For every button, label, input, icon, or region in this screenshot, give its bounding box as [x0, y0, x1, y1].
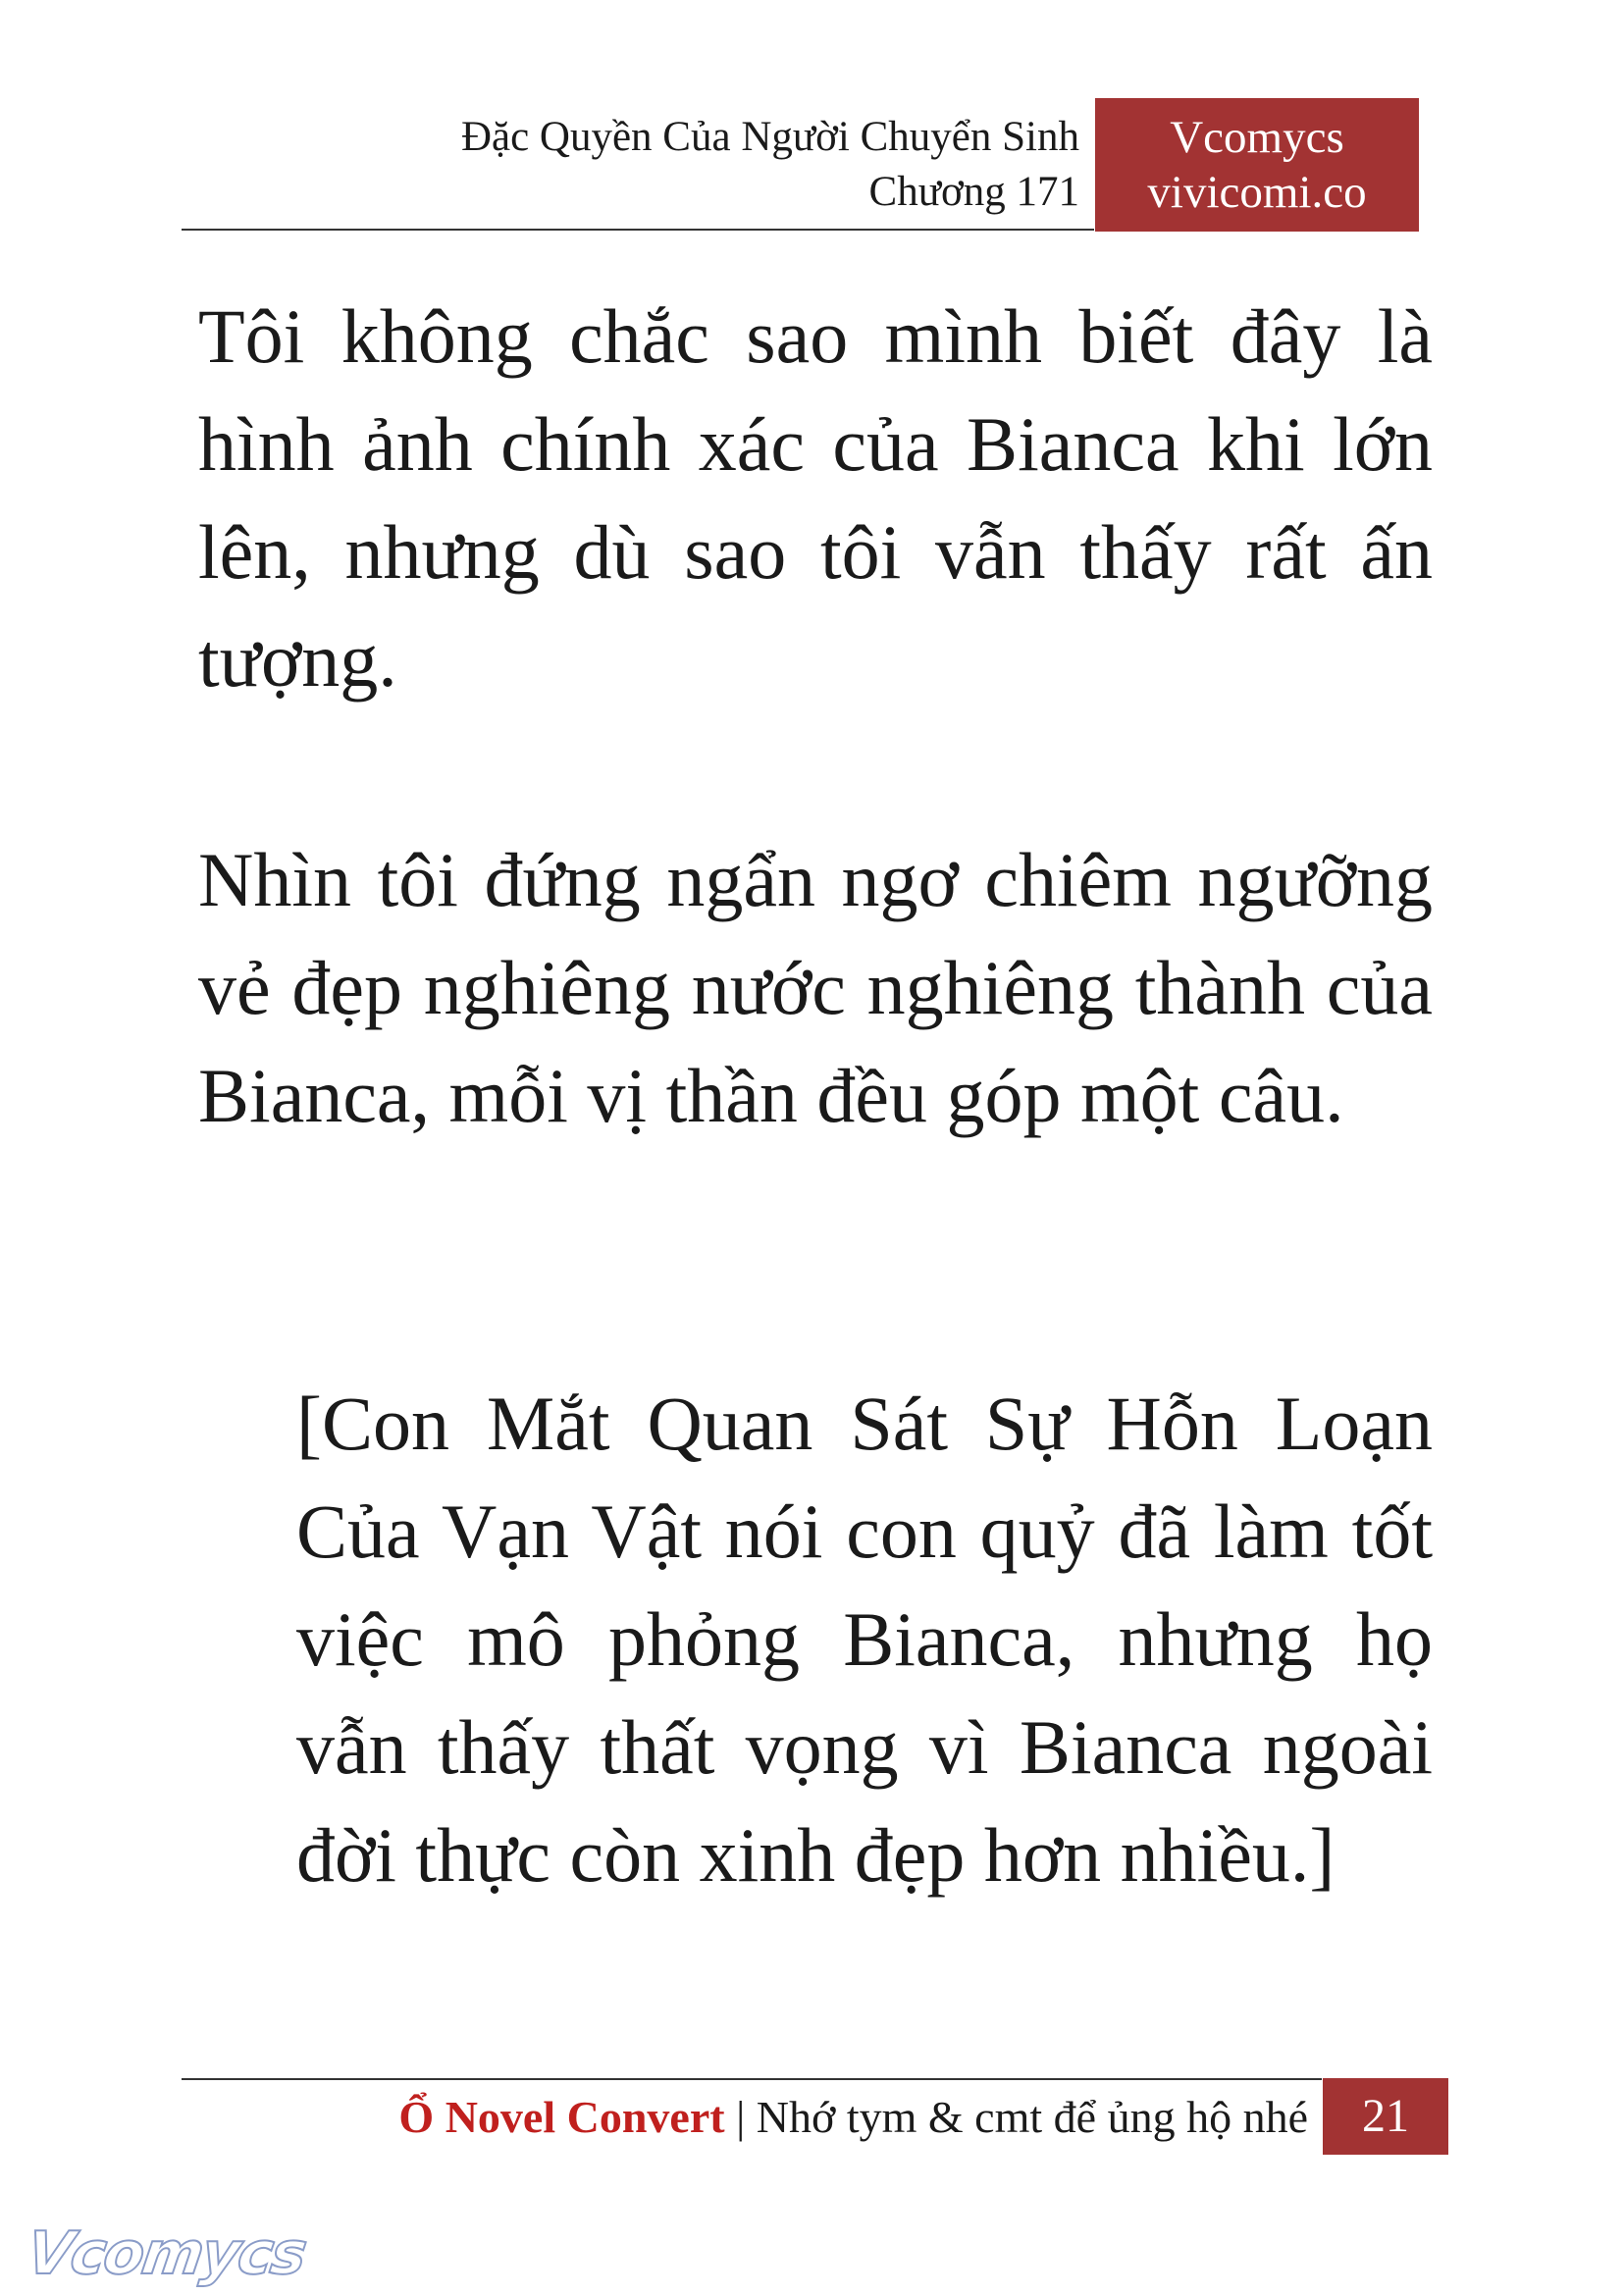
- header-divider: [182, 229, 1094, 231]
- paragraph-2: Nhìn tôi đứng ngẩn ngơ chiêm ngưỡng vẻ đẹp nghiêng nước nghiêng thành của Bianca, mỗi vị thần đều góp một câu.: [198, 837, 1433, 1138]
- page-number: 21: [1323, 2078, 1448, 2155]
- footer-divider: [182, 2078, 1322, 2080]
- watermark-logo: Vcomycs: [23, 2219, 310, 2288]
- footer-brand: Ổ Novel Convert: [398, 2092, 725, 2142]
- paragraph-1: Tôi không chắc sao mình biết đây là hình ảnh chính xác của Bianca khi lớn lên, nhưng dù sao tôi vẫn thấy rất ấn tượng.: [198, 293, 1433, 703]
- chapter-title: Chương 171: [868, 169, 1079, 215]
- source-badge-name: Vcomycs: [1170, 112, 1344, 163]
- book-title: Đặc Quyền Của Người Chuyển Sinh: [460, 114, 1079, 160]
- source-badge: [1095, 98, 1419, 232]
- footer-message: Nhớ tym & cmt để ủng hộ nhé: [756, 2092, 1308, 2142]
- footer-separator: |: [724, 2092, 757, 2142]
- chapter-header: [196, 110, 1079, 220]
- footer-note: [196, 2088, 1308, 2147]
- source-badge-url: vivicomi.co: [1147, 167, 1367, 218]
- system-message-paragraph: [Con Mắt Quan Sát Sự Hỗn Loạn Của Vạn Vật nói con quỷ đã làm tốt việc mô phỏng Bianca, nhưng họ vẫn thấy thất vọng vì Bianca ngoài đời thực còn xinh đẹp hơn nhiều.]: [296, 1381, 1433, 1898]
